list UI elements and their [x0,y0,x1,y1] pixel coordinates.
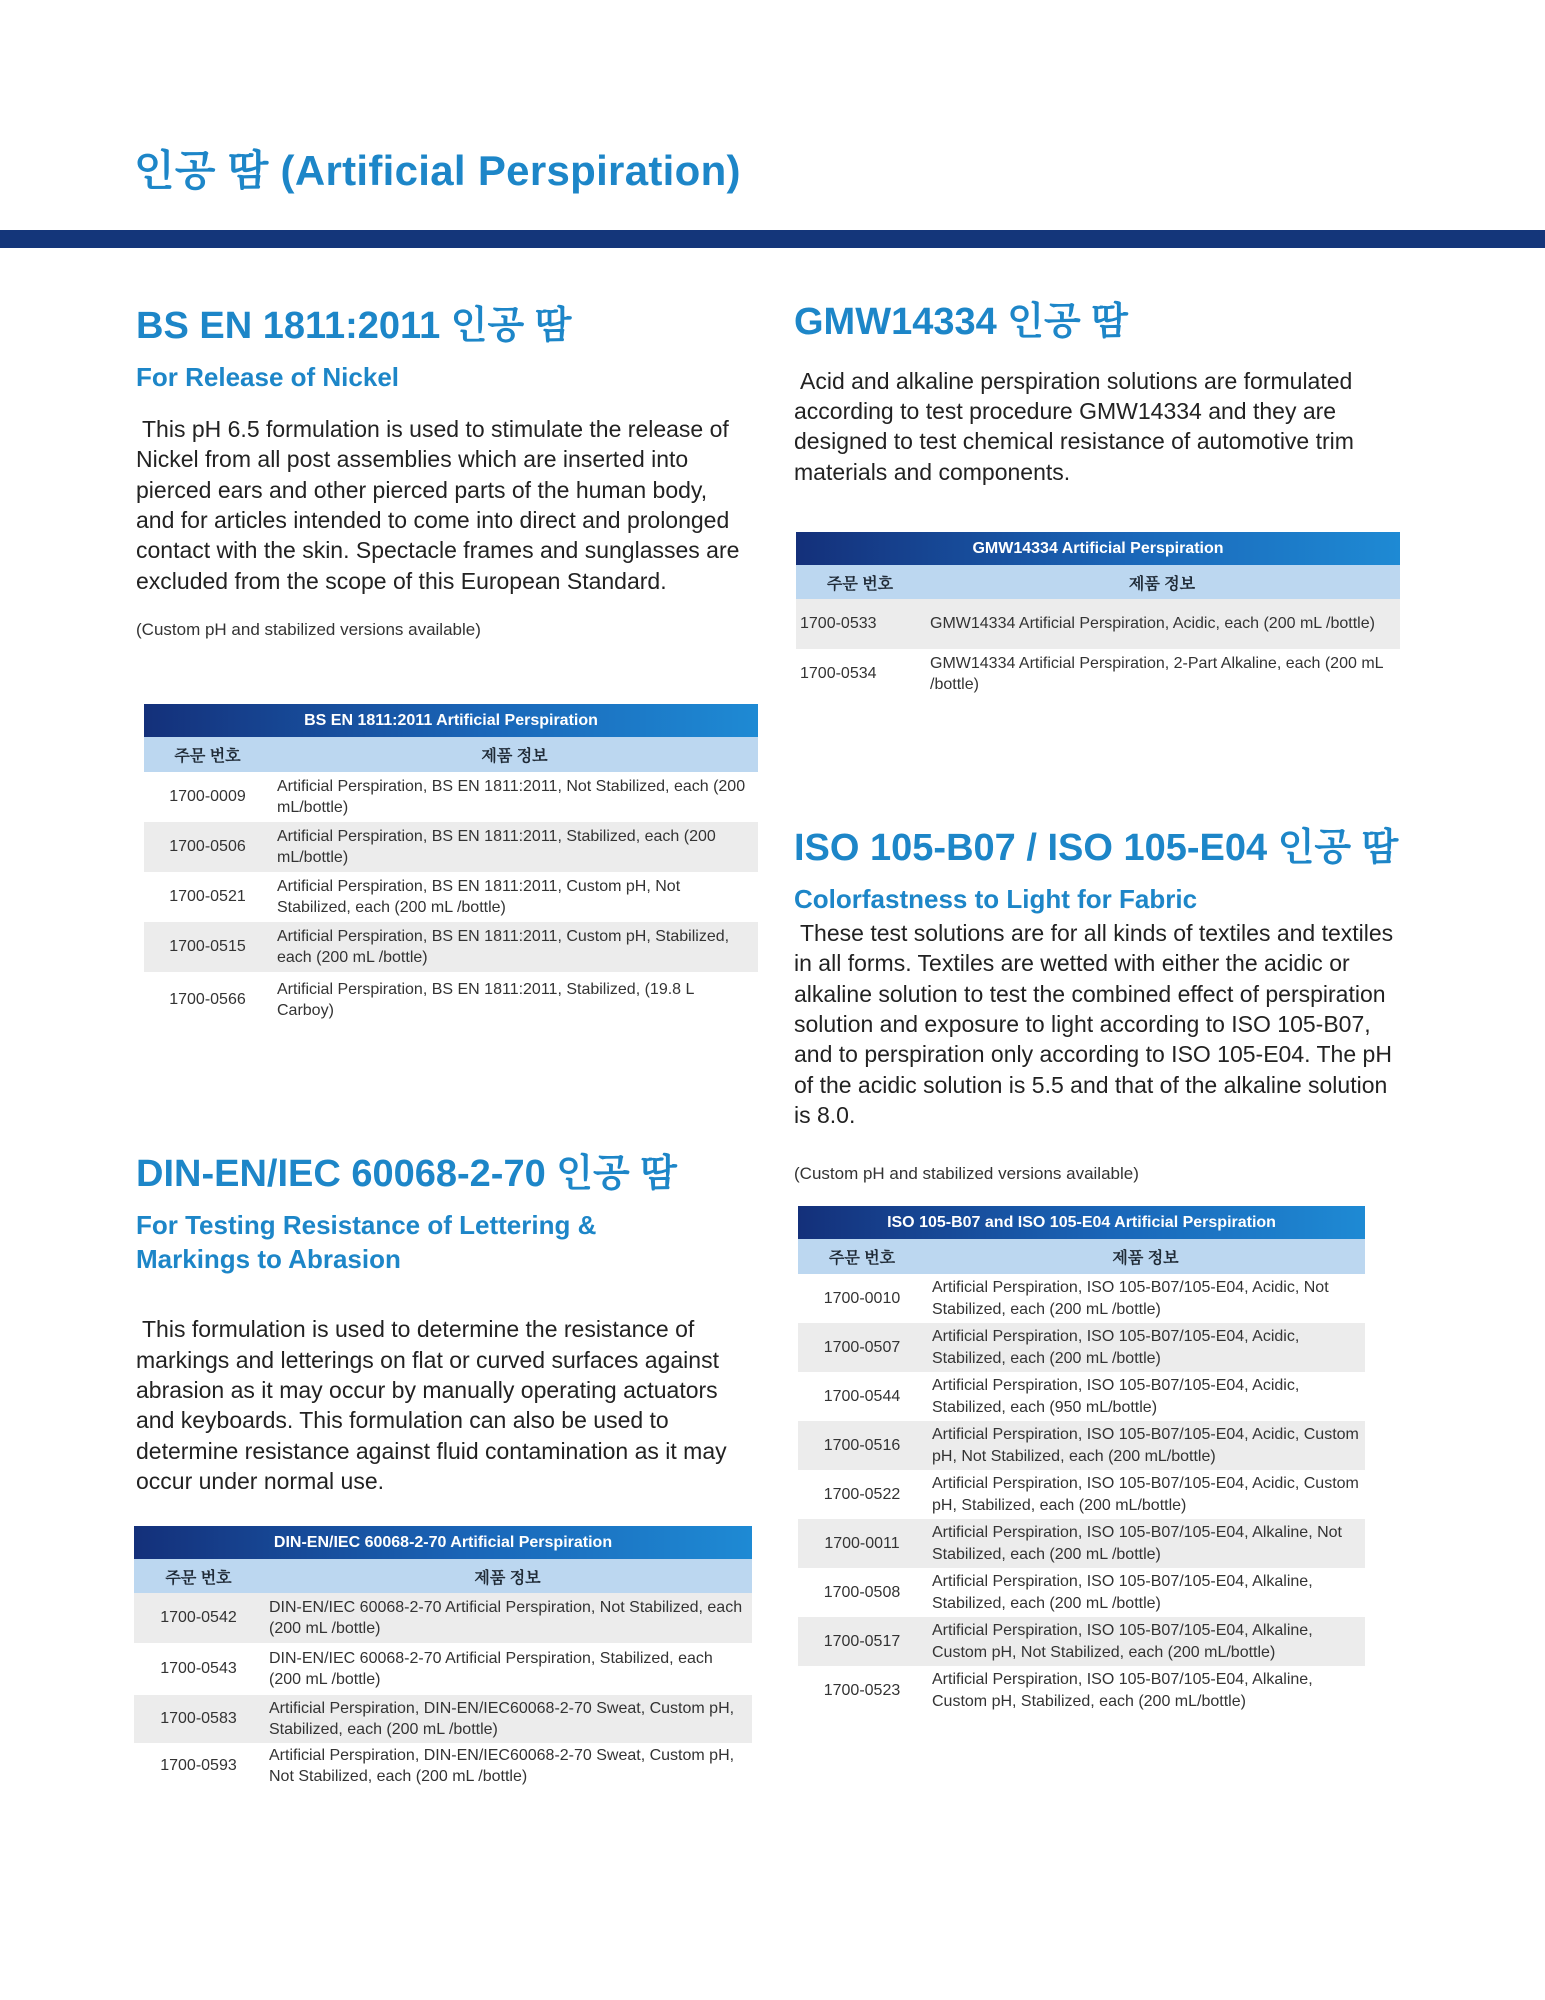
product-info: Artificial Perspiration, ISO 105-B07/105-E04, Alkaline, Not Stabilized, each (200 mL /bottle) [926,1519,1365,1568]
product-info: Artificial Perspiration, ISO 105-B07/105-E04, Acidic, Not Stabilized, each (200 mL /bottle) [932,1279,1329,1318]
bs-en-title: BS EN 1811:2011 인공 땀 [136,305,572,347]
product-info: GMW14334 Artificial Perspiration, Acidic, each (200 mL /bottle) [924,599,1400,649]
column-header-order-number: 주문 번호 [796,565,924,599]
iso-section [794,828,1434,1184]
gmw-section [794,302,1434,487]
product-info: DIN-EN/IEC 60068-2-70 Artificial Perspiration, Stabilized, each (200 mL /bottle) [269,1649,713,1688]
product-info: Artificial Perspiration, BS EN 1811:2011, Stabilized, (19.8 L Carboy) [277,980,694,1019]
iso-table [798,1206,1365,1715]
table-row [798,1372,1365,1421]
product-info: GMW14334 Artificial Perspiration, 2-Part Alkaline, each (200 mL /bottle) [930,654,1383,693]
din-en-title: DIN-EN/IEC 60068-2-70 인공 땀 [136,1153,677,1195]
gmw-table-title: GMW14334 Artificial Perspiration [796,532,1400,565]
column-header-order-number: 주문 번호 [144,737,271,772]
order-number: 1700-0523 [823,1681,901,1699]
gmw-title: GMW14334 인공 땀 [794,301,1128,343]
order-number: 1700-0011 [798,1519,926,1568]
column-header-order-number: 주문 번호 [798,1239,926,1274]
product-info: Artificial Perspiration, DIN-EN/IEC60068-2-70 Sweat, Custom pH, Stabilized, each (200 mL /bottle) [263,1695,752,1743]
bs-en-subtitle: For Release of Nickel [136,361,399,392]
gmw-description: Acid and alkaline perspiration solutions are formulated according to test procedure GMW14334 and they are designed to test chemical resistance of automotive trim materials and components. [794,367,1354,485]
column-header-product-info: 제품 정보 [924,565,1400,599]
table-row [134,1643,752,1695]
column-header-product-info: 제품 정보 [271,737,758,772]
order-number: 1700-0583 [134,1695,263,1743]
table-row [144,972,758,1028]
table-row [798,1568,1365,1617]
order-number: 1700-0517 [798,1617,926,1666]
column-header-order-number: 주문 번호 [134,1559,263,1593]
iso-table-title: ISO 105-B07 and ISO 105-E04 Artificial Perspiration [798,1206,1365,1239]
product-info: Artificial Perspiration, ISO 105-B07/105-E04, Alkaline, Stabilized, each (200 mL /bottle) [932,1573,1313,1612]
table-row [798,1274,1365,1323]
table-row [134,1743,752,1789]
order-number: 1700-0543 [160,1660,237,1678]
column-header-product-info: 제품 정보 [926,1239,1365,1274]
order-number: 1700-0522 [823,1485,901,1503]
table-row [798,1519,1365,1568]
order-number: 1700-0506 [144,822,271,872]
table-row [798,1470,1365,1519]
table-row [796,649,1400,699]
page-title: 인공 땀 (Artificial Perspiration) [134,147,741,194]
order-number: 1700-0507 [798,1323,926,1372]
product-info: Artificial Perspiration, BS EN 1811:2011, Custom pH, Stabilized, each (200 mL /bottle) [271,922,758,972]
product-info: Artificial Perspiration, DIN-EN/IEC60068-2-70 Sweat, Custom pH, Not Stabilized, each (200 mL /bottle) [269,1746,735,1785]
table-row [144,772,758,822]
product-info: Artificial Perspiration, BS EN 1811:2011, Custom pH, Not Stabilized, each (200 mL /bottle) [277,877,681,916]
product-info: Artificial Perspiration, ISO 105-B07/105-E04, Acidic, Stabilized, each (200 mL /bottle) [926,1323,1365,1372]
product-info: DIN-EN/IEC 60068-2-70 Artificial Perspiration, Not Stabilized, each (200 mL /bottle) [263,1593,752,1643]
product-info: Artificial Perspiration, ISO 105-B07/105-E04, Acidic, Stabilized, each (950 mL/bottle) [932,1377,1300,1416]
din-en-subtitle: For Testing Resistance of Lettering & Markings to Abrasion [136,1209,597,1275]
iso-subtitle: Colorfastness to Light for Fabric [794,883,1198,914]
table-row [144,872,758,922]
order-number: 1700-0521 [169,888,246,906]
iso-note: (Custom pH and stabilized versions available) [794,1164,1139,1184]
table-row [798,1617,1365,1666]
column-header-product-info: 제품 정보 [263,1559,752,1593]
din-en-section [136,1154,776,1496]
table-row [134,1695,752,1743]
order-number: 1700-0515 [144,922,271,972]
din-en-table-title: DIN-EN/IEC 60068-2-70 Artificial Perspiration [134,1526,752,1559]
order-number: 1700-0533 [796,599,924,649]
order-number: 1700-0544 [823,1387,901,1405]
table-row [144,922,758,972]
product-info: Artificial Perspiration, ISO 105-B07/105-E04, Acidic, Custom pH, Not Stabilized, each (200 mL/bottle) [926,1421,1365,1470]
order-number: 1700-0508 [823,1583,901,1601]
bs-en-table-title: BS EN 1811:2011 Artificial Perspiration [144,704,758,737]
bs-en-section [136,306,766,640]
order-number: 1700-0542 [134,1593,263,1643]
table-row [134,1593,752,1643]
table-row [144,822,758,872]
table-row [798,1421,1365,1470]
bs-en-note: (Custom pH and stabilized versions available) [136,619,481,639]
table-row [798,1666,1365,1715]
order-number: 1700-0593 [160,1757,237,1775]
din-en-description: This formulation is used to determine the resistance of markings and letterings on flat or curved surfaces against abrasion as it may occur by manually operating actuators and keyboards. This formulation can also be used to determine resistance against fluid contamination as it may occur under normal use. [136,1316,727,1494]
product-info: Artificial Perspiration, ISO 105-B07/105-E04, Alkaline, Custom pH, Stabilized, each (200 mL/bottle) [932,1671,1313,1710]
gmw-table [796,532,1400,699]
product-info: Artificial Perspiration, BS EN 1811:2011, Stabilized, each (200 mL/bottle) [271,822,758,872]
order-number: 1700-0516 [798,1421,926,1470]
bs-en-table [144,704,758,1028]
iso-description: These test solutions are for all kinds of textiles and textiles in all forms. Textiles are wetted with either the acidic or alkaline solution to test the combined effect of perspiration solution and exposure to light according to ISO 105-B07, and to perspiration only according to ISO 105-E04. The pH of the acidic solution is 5.5 and that of the alkaline solution is 8.0. [794,920,1394,1128]
product-info: Artificial Perspiration, ISO 105-B07/105-E04, Alkaline, Custom pH, Not Stabilized, each (200 mL/bottle) [926,1617,1365,1666]
order-number: 1700-0534 [800,665,877,683]
table-row [798,1323,1365,1372]
iso-title: ISO 105-B07 / ISO 105-E04 인공 땀 [794,827,1399,869]
header-divider-bar [0,230,1545,248]
table-row [796,599,1400,649]
order-number: 1700-0566 [169,991,246,1009]
product-info: Artificial Perspiration, ISO 105-B07/105-E04, Acidic, Custom pH, Stabilized, each (200 mL/bottle) [932,1475,1359,1514]
order-number: 1700-0010 [823,1289,901,1307]
product-info: Artificial Perspiration, BS EN 1811:2011, Not Stabilized, each (200 mL/bottle) [277,777,746,816]
bs-en-description: This pH 6.5 formulation is used to stimulate the release of Nickel from all post assemblies which are inserted into pierced ears and other pierced parts of the human body, and for articles intended to come into direct and prolonged contact with the skin. Spectacle frames and sunglasses are excluded from the scope of this European Standard. [136,416,740,594]
order-number: 1700-0009 [169,788,246,806]
din-en-table [134,1526,752,1789]
